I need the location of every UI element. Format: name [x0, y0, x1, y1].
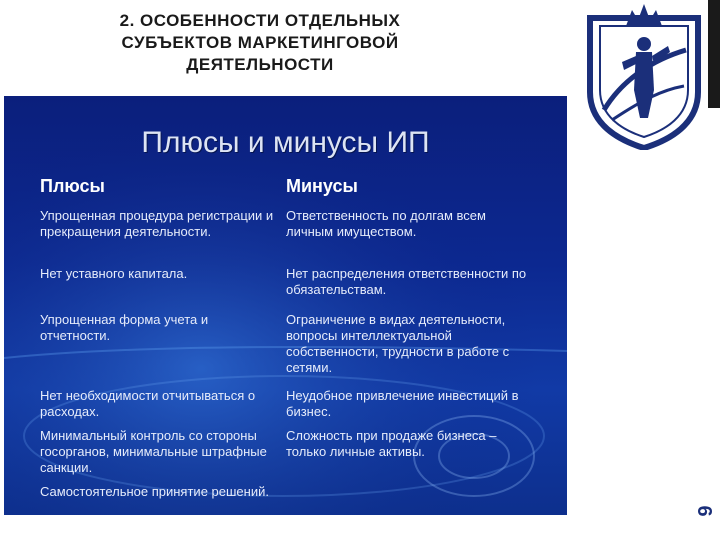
pros-cell-2: Нет уставного капитала. [40, 266, 188, 281]
column-header-pros: Плюсы [40, 176, 105, 196]
column-header-cons: Минусы [286, 176, 358, 196]
panel-title: Плюсы и минусы ИП [141, 126, 430, 159]
right-edge-bar [708, 0, 720, 108]
cons-cell-2: Нет распределения ответственности по обязательствам. [286, 266, 527, 297]
slide-title-line-3: ДЕЯТЕЛЬНОСТИ [186, 55, 334, 74]
pros-cell-3: Упрощенная форма учета и отчетности. [40, 312, 209, 343]
university-emblem-icon [582, 0, 706, 150]
cons-cell-3: Ограничение в видах деятельности, вопросы интеллектуальной собственности, трудности в работе с сетями. [286, 312, 510, 375]
pros-cell-6: Самостоятельное принятие решений. [40, 484, 269, 499]
slide-title [40, 10, 480, 76]
pros-cell-1: Упрощенная процедура регистрации и прекращения деятельности. [40, 208, 274, 239]
pros-cell-4: Нет необходимости отчитываться о расходах. [40, 388, 256, 419]
slide-title-line-1: 2. ОСОБЕННОСТИ ОТДЕЛЬНЫХ [119, 11, 401, 30]
slide-title-line-2: СУБЪЕКТОВ МАРКЕТИНГОВОЙ [121, 33, 399, 52]
page-number: 6 [693, 505, 715, 517]
pros-cons-panel [4, 96, 567, 515]
cons-cell-1: Ответственность по долгам всем личным имуществом. [286, 208, 486, 239]
pros-cell-5: Минимальный контроль со стороны госорганов, минимальные штрафные санкции. [40, 428, 267, 475]
cons-cell-5: Сложность при продаже бизнеса – только личные активы. [286, 428, 497, 459]
cons-cell-4: Неудобное привлечение инвестиций в бизнес. [286, 388, 519, 419]
